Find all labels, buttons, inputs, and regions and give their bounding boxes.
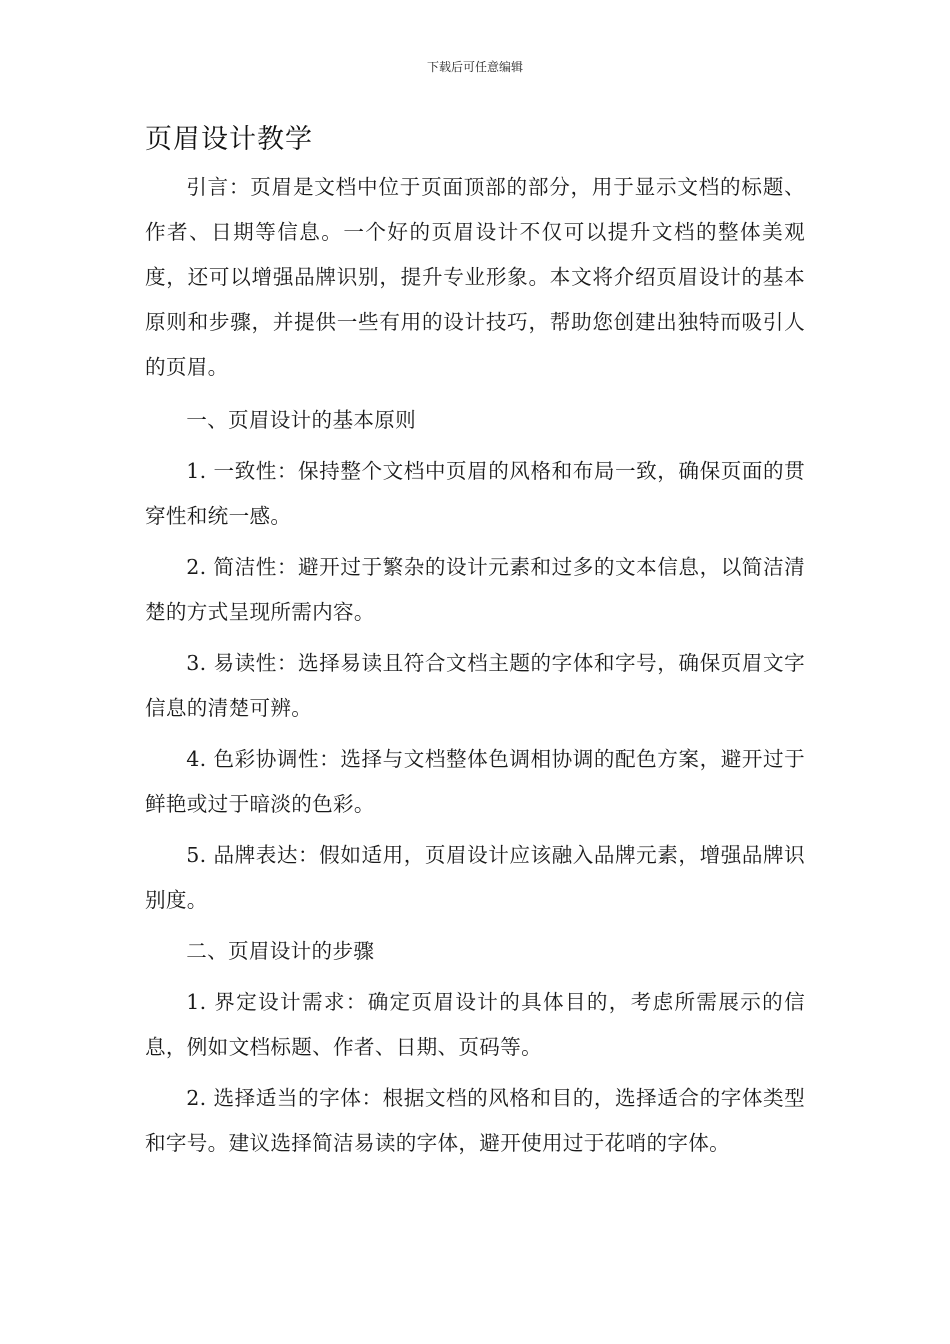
document-body [145,165,805,1172]
step-item-choose-font: 2. 选择适当的字体：根据文档的风格和目的，选择适合的字体类型和字号。建议选择简洁易读的字体，避开使用过于花哨的字体。 [145,1086,805,1155]
principle-item-consistency: 1. 一致性：保持整个文档中页眉的风格和布局一致，确保页面的贯穿性和统一感。 [145,459,805,528]
principle-item-readability: 3. 易读性：选择易读且符合文档主题的字体和字号，确保页眉文字信息的清楚可辨。 [145,651,805,720]
page-title: 页眉设计教学 [145,124,313,155]
principle-item-color-harmony: 4. 色彩协调性：选择与文档整体色调相协调的配色方案，避开过于鲜艳或过于暗淡的色彩。 [145,747,805,816]
principle-item-brand-expression: 5. 品牌表达：假如适用，页眉设计应该融入品牌元素，增强品牌识别度。 [145,843,805,912]
intro-paragraph: 引言：页眉是文档中位于页面顶部的部分，用于显示文档的标题、作者、日期等信息。一个好的页眉设计不仅可以提升文档的整体美观度，还可以增强品牌识别，提升专业形象。本文将介绍页眉设计的基本原则和步骤，并提供一些有用的设计技巧，帮助您创建出独特而吸引人的页眉。 [145,175,805,379]
section-heading-principles: 一、页眉设计的基本原则 [186,408,417,432]
step-item-define-needs: 1. 界定设计需求：确定页眉设计的具体目的，考虑所需展示的信息，例如文档标题、作者、日期、页码等。 [145,990,805,1059]
principle-item-simplicity: 2. 简洁性：避开过于繁杂的设计元素和过多的文本信息，以简洁清楚的方式呈现所需内容。 [145,555,805,624]
header-note: 下载后可任意编辑 [426,60,523,74]
section-heading-steps: 二、页眉设计的步骤 [186,939,375,963]
